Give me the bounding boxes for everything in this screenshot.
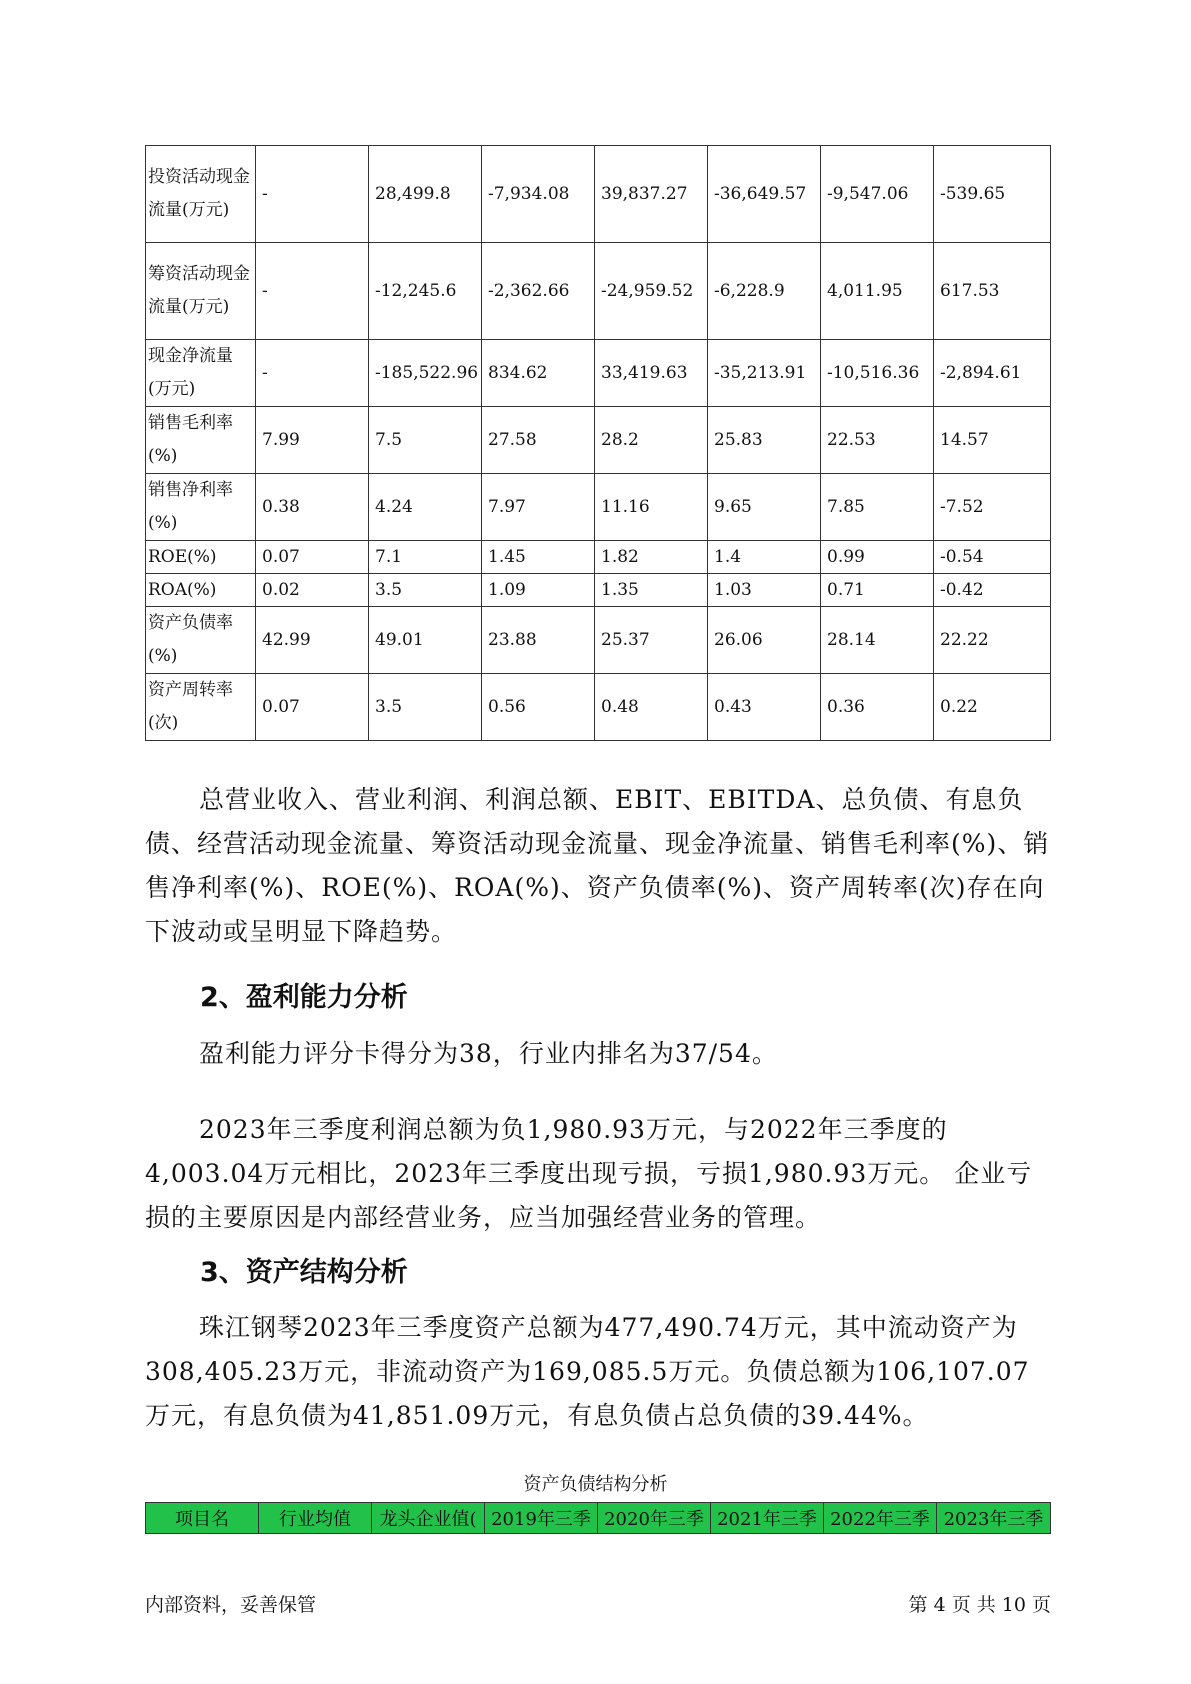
table-cell: 25.83 [708, 407, 821, 474]
table-cell: 11.16 [595, 474, 708, 541]
table-cell: - [256, 146, 369, 243]
table-cell: 0.07 [256, 541, 369, 574]
table-cell: 4.24 [369, 474, 482, 541]
section-heading-asset-structure: 3、资产结构分析 [200, 1257, 408, 1288]
header-cell: 2019年三季 [485, 1503, 598, 1534]
table-cell: 1.4 [708, 541, 821, 574]
row-label: 资产周转率(次) [146, 674, 256, 741]
table-cell: 0.07 [256, 674, 369, 741]
trend-paragraph: 总营业收入、营业利润、利润总额、EBIT、EBITDA、总负债、有息负债、经营活动现金流量、筹资活动现金流量、现金净流量、销售毛利率(%)、销售净利率(%)、ROE(%)、ROA(%)、资产负债率(%)、资产周转率(次)存在向下波动或呈明显下降趋势。 [145, 785, 1050, 946]
table-cell: -24,959.52 [595, 243, 708, 340]
row-label: 现金净流量(万元) [146, 340, 256, 407]
table-cell: -2,894.61 [934, 340, 1051, 407]
table-cell: 22.22 [934, 607, 1051, 674]
table-cell: 0.71 [821, 574, 934, 607]
table-row [146, 407, 1051, 474]
financial-indicators-table [145, 145, 1051, 741]
table-cell: 23.88 [482, 607, 595, 674]
table-cell: 49.01 [369, 607, 482, 674]
table-cell: 1.82 [595, 541, 708, 574]
table-cell: 9.65 [708, 474, 821, 541]
table-cell: 7.1 [369, 541, 482, 574]
table-cell: 1.09 [482, 574, 595, 607]
table-row [146, 541, 1051, 574]
table-cell: - [256, 243, 369, 340]
header-cell: 2021年三季 [711, 1503, 824, 1534]
table-cell: -0.54 [934, 541, 1051, 574]
table-row [146, 146, 1051, 243]
table-row [146, 574, 1051, 607]
profitability-score-paragraph: 盈利能力评分卡得分为38，行业内排名为37/54。 [199, 1039, 778, 1068]
asset-structure-paragraph: 珠江钢琴2023年三季度资产总额为477,490.74万元，其中流动资产为308,405.23万元，非流动资产为169,085.5万元。负债总额为106,107.07万元，有息负债为41,851.09万元，有息负债占总负债的39.44%。 [145, 1313, 1030, 1430]
table-cell: -36,649.57 [708, 146, 821, 243]
table-cell: 7.5 [369, 407, 482, 474]
table-cell: 1.03 [708, 574, 821, 607]
header-cell: 2020年三季 [598, 1503, 711, 1534]
table-cell: 0.22 [934, 674, 1051, 741]
table-cell: -7.52 [934, 474, 1051, 541]
section-heading-profitability: 2、盈利能力分析 [200, 982, 408, 1013]
table-cell: 7.99 [256, 407, 369, 474]
table-cell: 3.5 [369, 574, 482, 607]
row-label: 销售净利率(%) [146, 474, 256, 541]
header-cell: 项目名 [146, 1503, 259, 1534]
table-cell: 0.36 [821, 674, 934, 741]
table-cell: 28.14 [821, 607, 934, 674]
table-cell: -185,522.96 [369, 340, 482, 407]
footer-confidential-note: 内部资料，妥善保管 [145, 1594, 317, 1616]
table-cell: 617.53 [934, 243, 1051, 340]
footer-page-number: 第 4 页 共 10 页 [908, 1594, 1051, 1616]
row-label: ROA(%) [146, 574, 256, 607]
table-row [146, 243, 1051, 340]
row-label: 筹资活动现金流量(万元) [146, 243, 256, 340]
table-cell: 4,011.95 [821, 243, 934, 340]
table-cell: -9,547.06 [821, 146, 934, 243]
table-cell: 28.2 [595, 407, 708, 474]
table-cell: - [256, 340, 369, 407]
table-header-row [146, 1503, 1051, 1534]
header-cell: 2023年三季 [937, 1503, 1051, 1534]
table-cell: -6,228.9 [708, 243, 821, 340]
table-cell: 0.02 [256, 574, 369, 607]
table-cell: 7.85 [821, 474, 934, 541]
table-cell: 39,837.27 [595, 146, 708, 243]
row-label: 投资活动现金流量(万元) [146, 146, 256, 243]
table-cell: -2,362.66 [482, 243, 595, 340]
table-cell: 0.43 [708, 674, 821, 741]
table-cell: 1.35 [595, 574, 708, 607]
table-cell: 0.48 [595, 674, 708, 741]
table-cell: 834.62 [482, 340, 595, 407]
table-caption: 资产负债结构分析 [523, 1474, 668, 1495]
table-cell: 22.53 [821, 407, 934, 474]
row-label: 资产负债率(%) [146, 607, 256, 674]
table-cell: -0.42 [934, 574, 1051, 607]
table-row [146, 340, 1051, 407]
table-cell: 3.5 [369, 674, 482, 741]
table-row [146, 474, 1051, 541]
table-row [146, 674, 1051, 741]
table-cell: 33,419.63 [595, 340, 708, 407]
table-cell: -35,213.91 [708, 340, 821, 407]
table-cell: -539.65 [934, 146, 1051, 243]
header-cell: 行业均值 [259, 1503, 372, 1534]
table-cell: 1.45 [482, 541, 595, 574]
table-cell: 14.57 [934, 407, 1051, 474]
table-cell: 26.06 [708, 607, 821, 674]
table-cell: 42.99 [256, 607, 369, 674]
row-label: 销售毛利率(%) [146, 407, 256, 474]
table-cell: 0.56 [482, 674, 595, 741]
header-cell: 2022年三季 [824, 1503, 937, 1534]
header-cell: 龙头企业值( [372, 1503, 485, 1534]
table-cell: 7.97 [482, 474, 595, 541]
table-cell: 0.99 [821, 541, 934, 574]
row-label: ROE(%) [146, 541, 256, 574]
table-cell: -12,245.6 [369, 243, 482, 340]
table-cell: 28,499.8 [369, 146, 482, 243]
asset-liability-structure-table [145, 1502, 1051, 1534]
table-cell: -10,516.36 [821, 340, 934, 407]
profit-analysis-paragraph: 2023年三季度利润总额为负1,980.93万元，与2022年三季度的4,003.04万元相比，2023年三季度出现亏损，亏损1,980.93万元。 企业亏损的主要原因是内部经营业务，应当加强经营业务的管理。 [145, 1115, 1033, 1232]
table-row [146, 607, 1051, 674]
table-cell: 27.58 [482, 407, 595, 474]
table-cell: -7,934.08 [482, 146, 595, 243]
table-cell: 25.37 [595, 607, 708, 674]
table-cell: 0.38 [256, 474, 369, 541]
